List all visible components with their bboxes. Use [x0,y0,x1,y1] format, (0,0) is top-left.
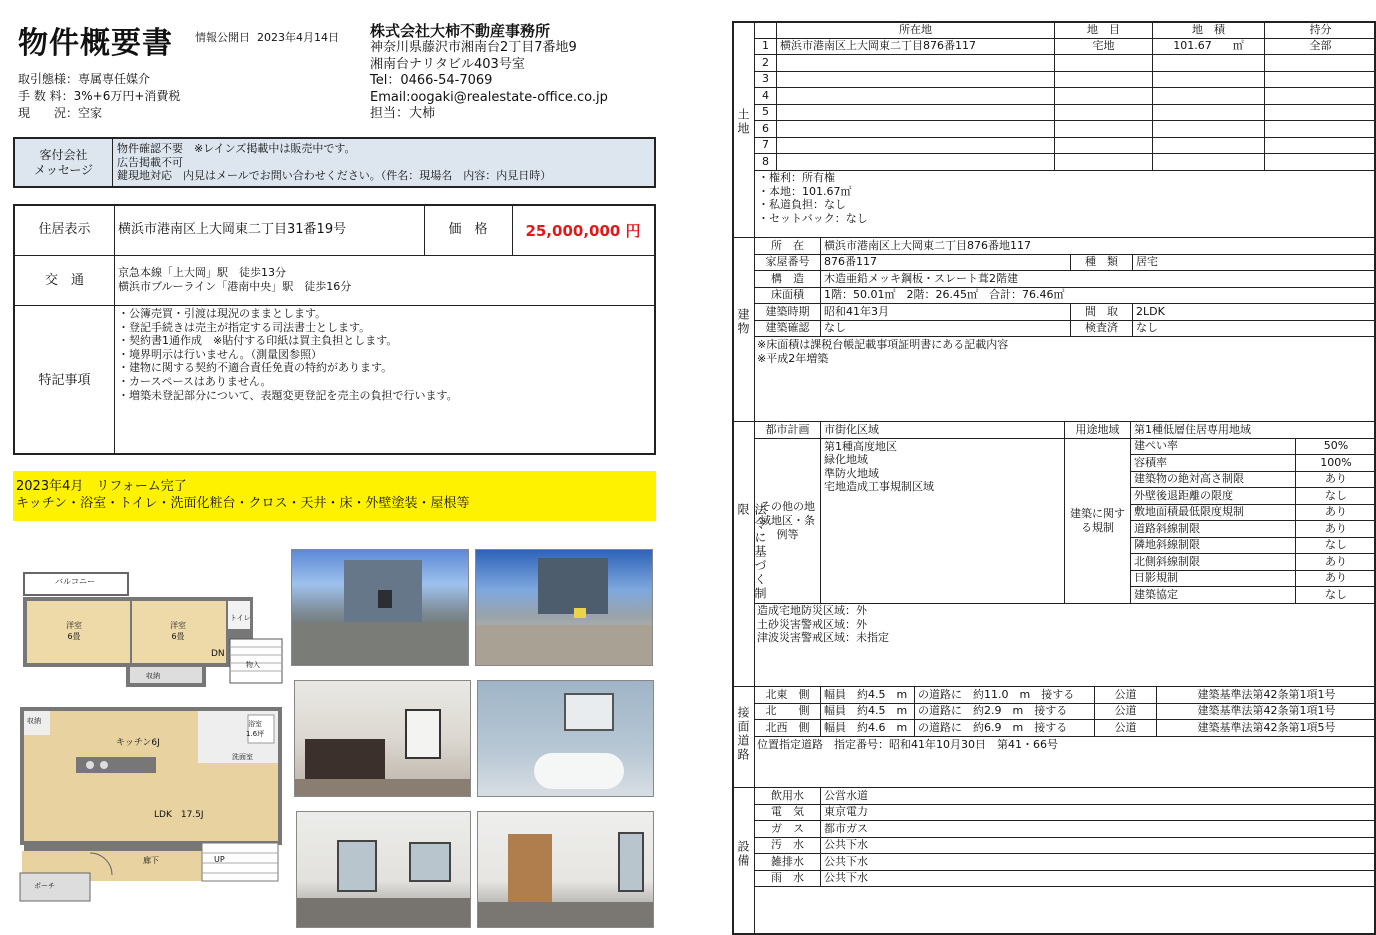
left-page [0,0,670,935]
wash-label: 洗面室 [232,753,253,761]
traffic-value: 京急本線「上大岡」駅 徒歩13分 横浜市ブルーライン「港南中央」駅 徒歩16分 [118,266,352,293]
bath-label: 浴室 1.6坪 [246,720,265,738]
road-row: 北東 側 幅員 約4.5 m の道路に 約11.0 m 接する 公道 建築基準法第42条第1項1号 [755,687,1376,704]
dn-label: DN [211,649,225,659]
land-row: 7 [755,137,1376,154]
road-row: 北西 側 幅員 約4.6 m の道路に 約6.9 m 接する 公道 建築基準法第42条第1項5号 [755,720,1376,737]
photo-bathroom [477,680,654,797]
traffic-label: 交 通 [44,273,84,288]
equip-section-label: 設備 [736,840,750,868]
hazard-notes: 造成宅地防災区域：外 土砂災害警戒区域：外 津波災害警戒区域：未指定 [757,604,889,644]
balcony-label: バルコニー [55,577,95,586]
land-row: 5 [755,104,1376,121]
photo-exterior-2 [475,549,653,666]
company-person: 担当：大柿 [370,106,436,121]
land-row: 8 [755,154,1376,171]
right-page [730,18,1376,935]
address-value: 横浜市港南区上大岡東二丁目31番19号 [118,222,347,237]
company-name: 株式会社大柿不動産事務所 [370,22,551,40]
land-row: 3 [755,71,1376,88]
land-row: 2 [755,55,1376,72]
equipment-row: 雑排水 公共下水 [755,854,1376,871]
price-value: 25,000,000 円 [525,222,641,240]
equipment-row: 雨 水 公共下水 [755,870,1376,887]
address-label: 住居表示 [38,222,91,237]
company-tel: Tel：0466-54-7069 [370,73,493,88]
photo-kitchen [294,680,471,797]
building-table: 所 在 横浜市港南区上大岡東二丁目876番地117 家屋番号 876番117 種 類 居宅 構 造 木造亜鉛メッキ鋼板・スレート葺2階建 床面積 1階：50.01㎡ 2階：26.45㎡ 合計：76.46㎡ 建築時期 昭和41年3月 間 取 2LDK 建築確認 なし 検査済 なし [754,237,1376,337]
law-table: 都市計画 市街化区域 用途地域 第1種低層住居専用地域 その他の地域地区・条例等 第1種高度地区 緑化地域 準防火地域 宅地造成工事規制区域 建築に関する規制 建ぺい率 50% 容積率 100% 建築物の絶対高さ制限 あり 外壁後退距離の限度 なし 敷地面積最低限度規制 あり 道路斜線制限 あり 隣地斜線制限 なし 北側斜線制限 あり 日影規制 あり 建築協定 なし [754,421,1376,604]
room1-label: 洋室 6畳 [66,621,82,641]
other-districts: 第1種高度地区 緑化地域 準防火地域 宅地造成工事規制区域 [821,438,1065,603]
message-label: 客付会社 メッセージ [15,139,113,186]
room2-label: 洋室 6畳 [170,621,186,641]
road-table [754,686,1376,737]
page-title: 物件概要書 [18,26,173,61]
message-box [13,137,656,188]
photo-room-2 [477,811,654,928]
kitchen-label: キッチン6J [116,738,160,748]
equipment-row: 飲用水 公営水道 [755,788,1376,805]
ldk-label: LDK 17.5J [154,810,204,820]
company-address-1: 神奈川県藤沢市湘南台2丁目7番地9 [370,40,577,55]
land-notes: ・権利：所有権 ・本地：101.67㎡ ・私道負担：なし ・セットバック：なし [758,171,868,225]
terms: 取引態様：専属専任媒介 手 数 料：3%+6万円+消費税 現 況：空家 [18,72,181,120]
building-section-label: 建物 [736,308,750,336]
company-email: Email:oogaki@realestate-office.co.jp [370,89,608,105]
equipment-row: 電 気 東京電力 [755,804,1376,821]
land-row: 4 [755,88,1376,105]
land-section-label: 土地 [736,108,750,136]
message-content: 物件確認不要 ※レインズ掲載中は販売中です。 広告掲載不可 鍵現地対応 内見はメールでお問い合わせください。（件名：現場名 内容：内見日時） [113,139,654,186]
law-section-label: 法令に基づく制限 [736,503,767,601]
price-label: 価 格 [448,222,488,237]
equipment-row: ガ ス 都市ガス [755,821,1376,838]
notes-label: 特記事項 [38,373,91,388]
toilet-label-upper: トイレ [230,614,251,622]
closet-label: 収納 [27,717,41,725]
up-label: UP [214,855,225,864]
land-table: 所在地 地 目 地 積 持分 1 横浜市港南区上大岡東二丁目876番117 宅地 101.67 ㎡ 全部 2 3 4 5 6 7 8 [754,21,1376,171]
equipment-row: 汚 水 公共下水 [755,837,1376,854]
photo-room-1 [296,811,471,928]
reform-banner: 2023年4月 リフォーム完了 キッチン・浴室・トイレ・洗面化粧台・クロス・天井・床・外壁塗装・屋根等 [13,471,656,521]
summary-box [13,204,656,455]
published-label: 情報公開日 2023年4月14日 [195,31,339,44]
notes-list: ・公簿売買・引渡は現況のままとします。 ・登記手続きは売主が指定する司法書士とします。 ・契約書1通作成 ※貼付する印紙は買主負担とします。 ・境界明示は行いません。（測量図参照） ・建物に関する契約不適合責任免責の特約があります。 ・カースペースはありません。 ・増築未登記部分について、表題変更登記を売主の負担で行います。 [118,307,458,402]
storage-label: 収納 [146,672,160,680]
company-address-2: 湘南台ナリタビル403号室 [370,56,525,72]
equipment-table [754,787,1376,887]
road-section-label: 接面道路 [736,706,750,762]
storage2-label: 物入 [246,661,260,669]
road-row: 北 側 幅員 約4.5 m の道路に 約2.9 m 接する 公道 建築基準法第42条第1項1号 [755,703,1376,720]
floor-plan [18,567,286,902]
road-note: 位置指定道路 指定番号：昭和41年10月30日 第41・66号 [757,738,1058,751]
company-info [370,22,608,123]
land-row: 1 横浜市港南区上大岡東二丁目876番117 宅地 101.67 ㎡ 全部 [755,38,1376,55]
building-notes: ※床面積は課税台帳記載事項証明書にある記載内容 ※平成2年増築 [757,338,1009,365]
photo-exterior-1 [291,549,469,666]
land-row: 6 [755,121,1376,138]
hall-label: 廊下 [143,856,159,865]
porch-label: ポーチ [34,882,55,890]
